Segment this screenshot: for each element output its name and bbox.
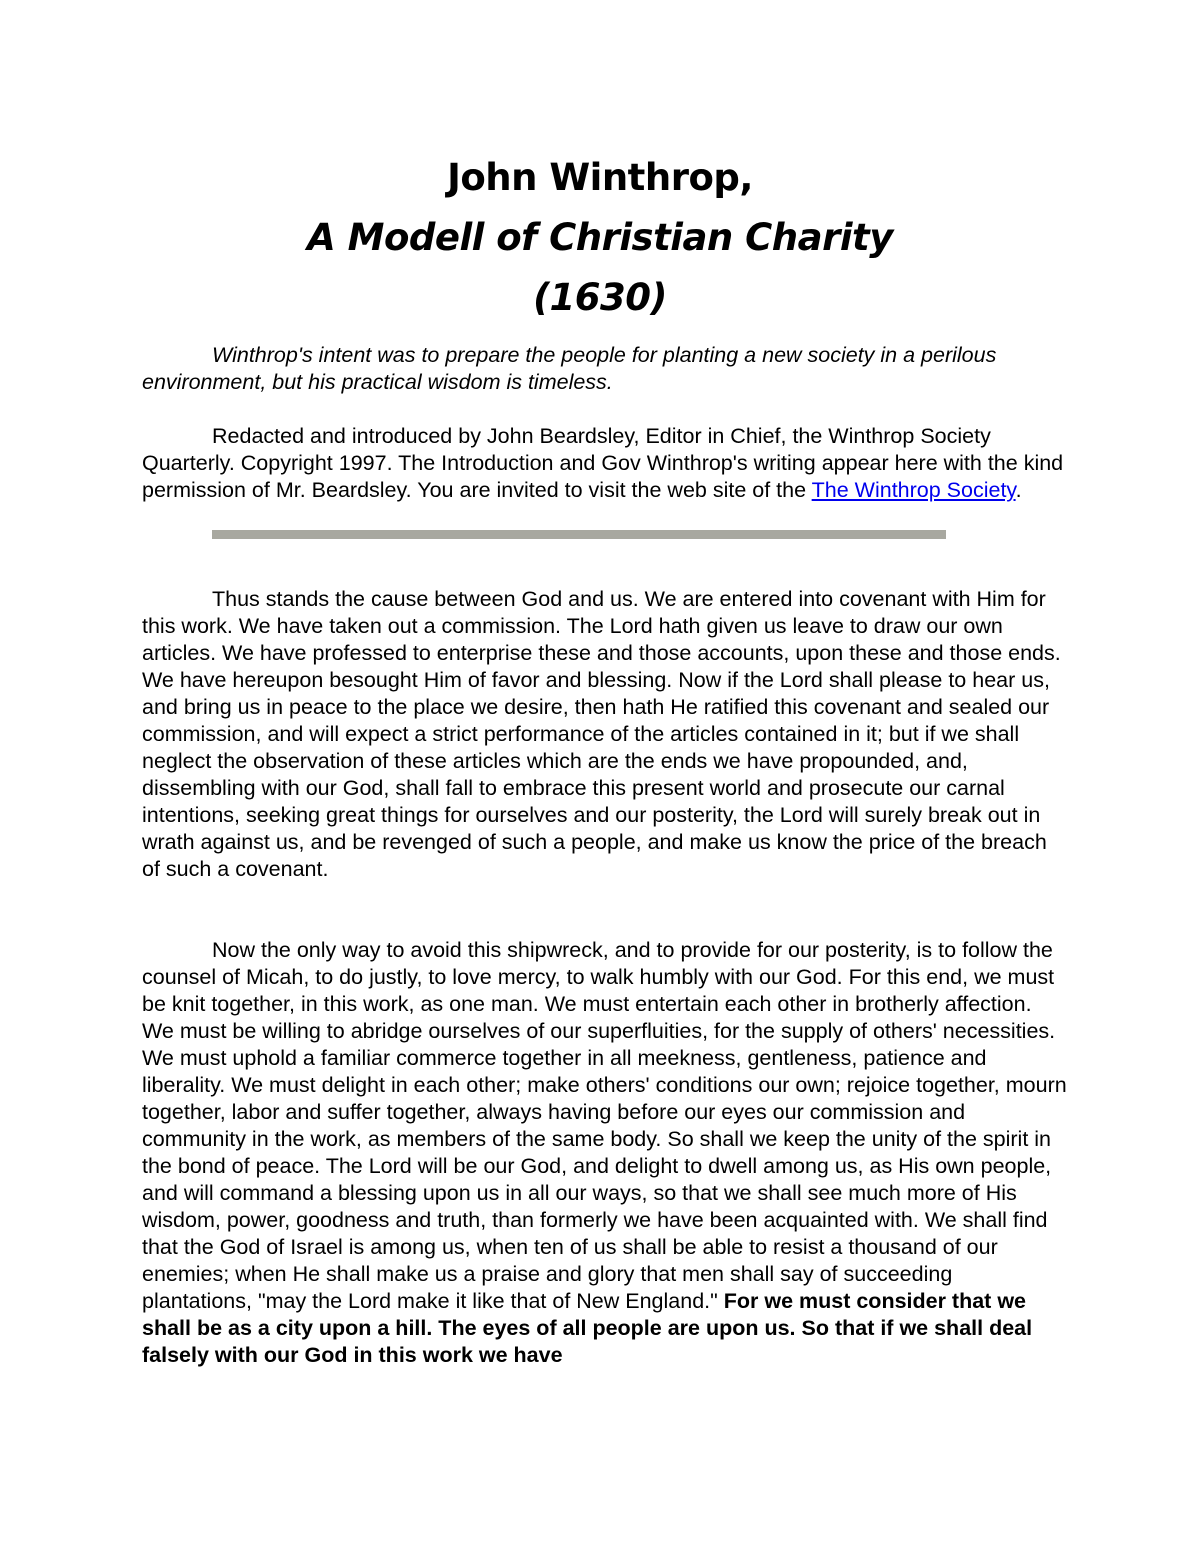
intro-text: Winthrop's intent was to prepare the people for planting a new society in a perilous environment, but his practical wisdom is timeless. [142, 343, 997, 394]
title-author: John Winthrop, [447, 156, 753, 199]
horizontal-divider [212, 530, 946, 539]
body-paragraph-2 [142, 937, 1067, 1369]
credit-end: . [1015, 478, 1022, 502]
paragraph-1-text: Thus stands the cause between God and us. We are entered into covenant with Him for this work. We have taken out a commission. The Lord hath given us leave to draw our own articles. We have professed to enterprise these and those accounts, upon these and those ends. We have hereupon besought Him of favor and blessing. Now if the Lord shall please to hear us, and bring us in peace to the place we desire, then hath He ratified this covenant and sealed our commission, and will expect a strict performance of the articles contained in it; but if we shall neglect the observation of these articles which are the ends we have propounded, and, dissembling with our God, shall fall to embrace this present world and prosecute our carnal intentions, seeking great things for ourselves and our posterity, the Lord will surely break out in wrath against us, and be revenged of such a people, and make us know the price of the breach of such a covenant. [142, 587, 1061, 881]
winthrop-society-link[interactable]: The Winthrop Society [811, 478, 1016, 502]
credit-paragraph [142, 423, 1067, 504]
title-year: (1630) [533, 276, 667, 319]
city-upon-a-hill-quote: For we must consider that we shall be as a city upon a hill. The eyes of all people are upon us. So that if we shall deal falsely with our God in this work we have [142, 1289, 1033, 1367]
body-paragraph-1 [142, 586, 1067, 883]
paragraph-2-text: Now the only way to avoid this shipwreck, and to provide for our posterity, is to follow the counsel of Micah, to do justly, to love mercy, to walk humbly with our God. For this end, we must be knit together, in this work, as one man. We must entertain each other in brotherly affection. We must be willing to abridge ourselves of our superfluities, for the supply of others' necessities. We must uphold a familiar commerce together in all meekness, gentleness, patience and liberality. We must delight in each other; make others' conditions our own; rejoice together, mourn together, labor and suffer together, always having before our eyes our commission and community in the work, as members of the same body. So shall we keep the unity of the spirit in the bond of peace. The Lord will be our God, and delight to dwell among us, as His own people, and will command a blessing upon us in all our ways, so that we shall see much more of His wisdom, power, goodness and truth, than formerly we have been acquainted with. We shall find that the God of Israel is among us, when ten of us shall be able to resist a thousand of our enemies; when He shall make us a praise and glory that men shall say of succeeding plantations, "may the Lord make it like that of New England." [142, 938, 1067, 1313]
document-title [0, 148, 1200, 328]
intro-paragraph [142, 342, 1067, 396]
title-work: A Modell of Christian Charity [307, 216, 893, 259]
credit-text: Redacted and introduced by John Beardsley, Editor in Chief, the Winthrop Society Quarterly. Copyright 1997. The Introduction and Gov Winthrop's writing appear here with the kind permission of Mr. Beardsley. You are invited to visit the web site of the [142, 424, 1064, 502]
